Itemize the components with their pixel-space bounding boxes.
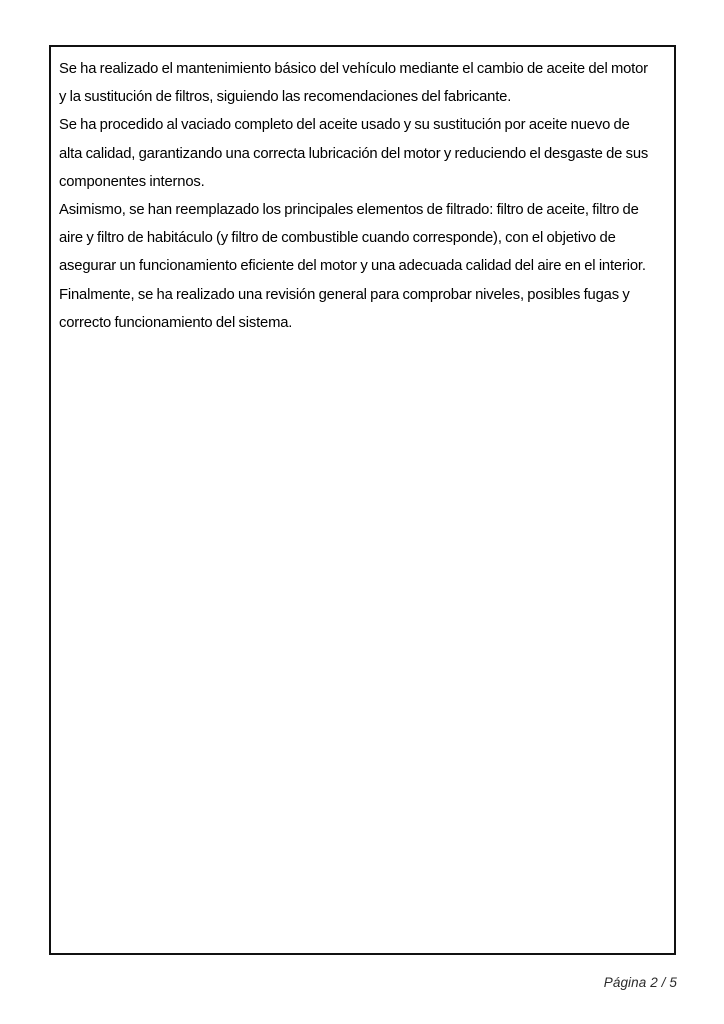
paragraph-1: Se ha realizado el mantenimiento básico del vehículo mediante el cambio de aceite del motor y la sustitución de filtros, siguiendo las recomendaciones del fabricante. [59,60,648,106]
page-footer [0,974,677,992]
paragraph-3: Asimismo, se han reemplazado los principales elementos de filtrado: filtro de aceite, filtro de aire y filtro de habitáculo (y filtro de combustible cuando corresponde), con el objetivo de asegurar un funcionamiento eficiente del motor y una adecuada calidad del aire en el interior. [59,201,646,275]
page-number-label: Página 2 / 5 [603,975,677,990]
paragraph-4: Finalmente, se ha realizado una revisión general para comprobar niveles, posibles fugas y correcto funcionamiento del sistema. [59,285,630,331]
document-text-block [59,55,664,337]
content-frame [49,45,676,955]
paragraph-2: Se ha procedido al vaciado completo del aceite usado y su sustitución por aceite nuevo de alta calidad, garantizando una correcta lubricación del motor y reduciendo el desgaste de sus componentes internos. [59,116,649,190]
